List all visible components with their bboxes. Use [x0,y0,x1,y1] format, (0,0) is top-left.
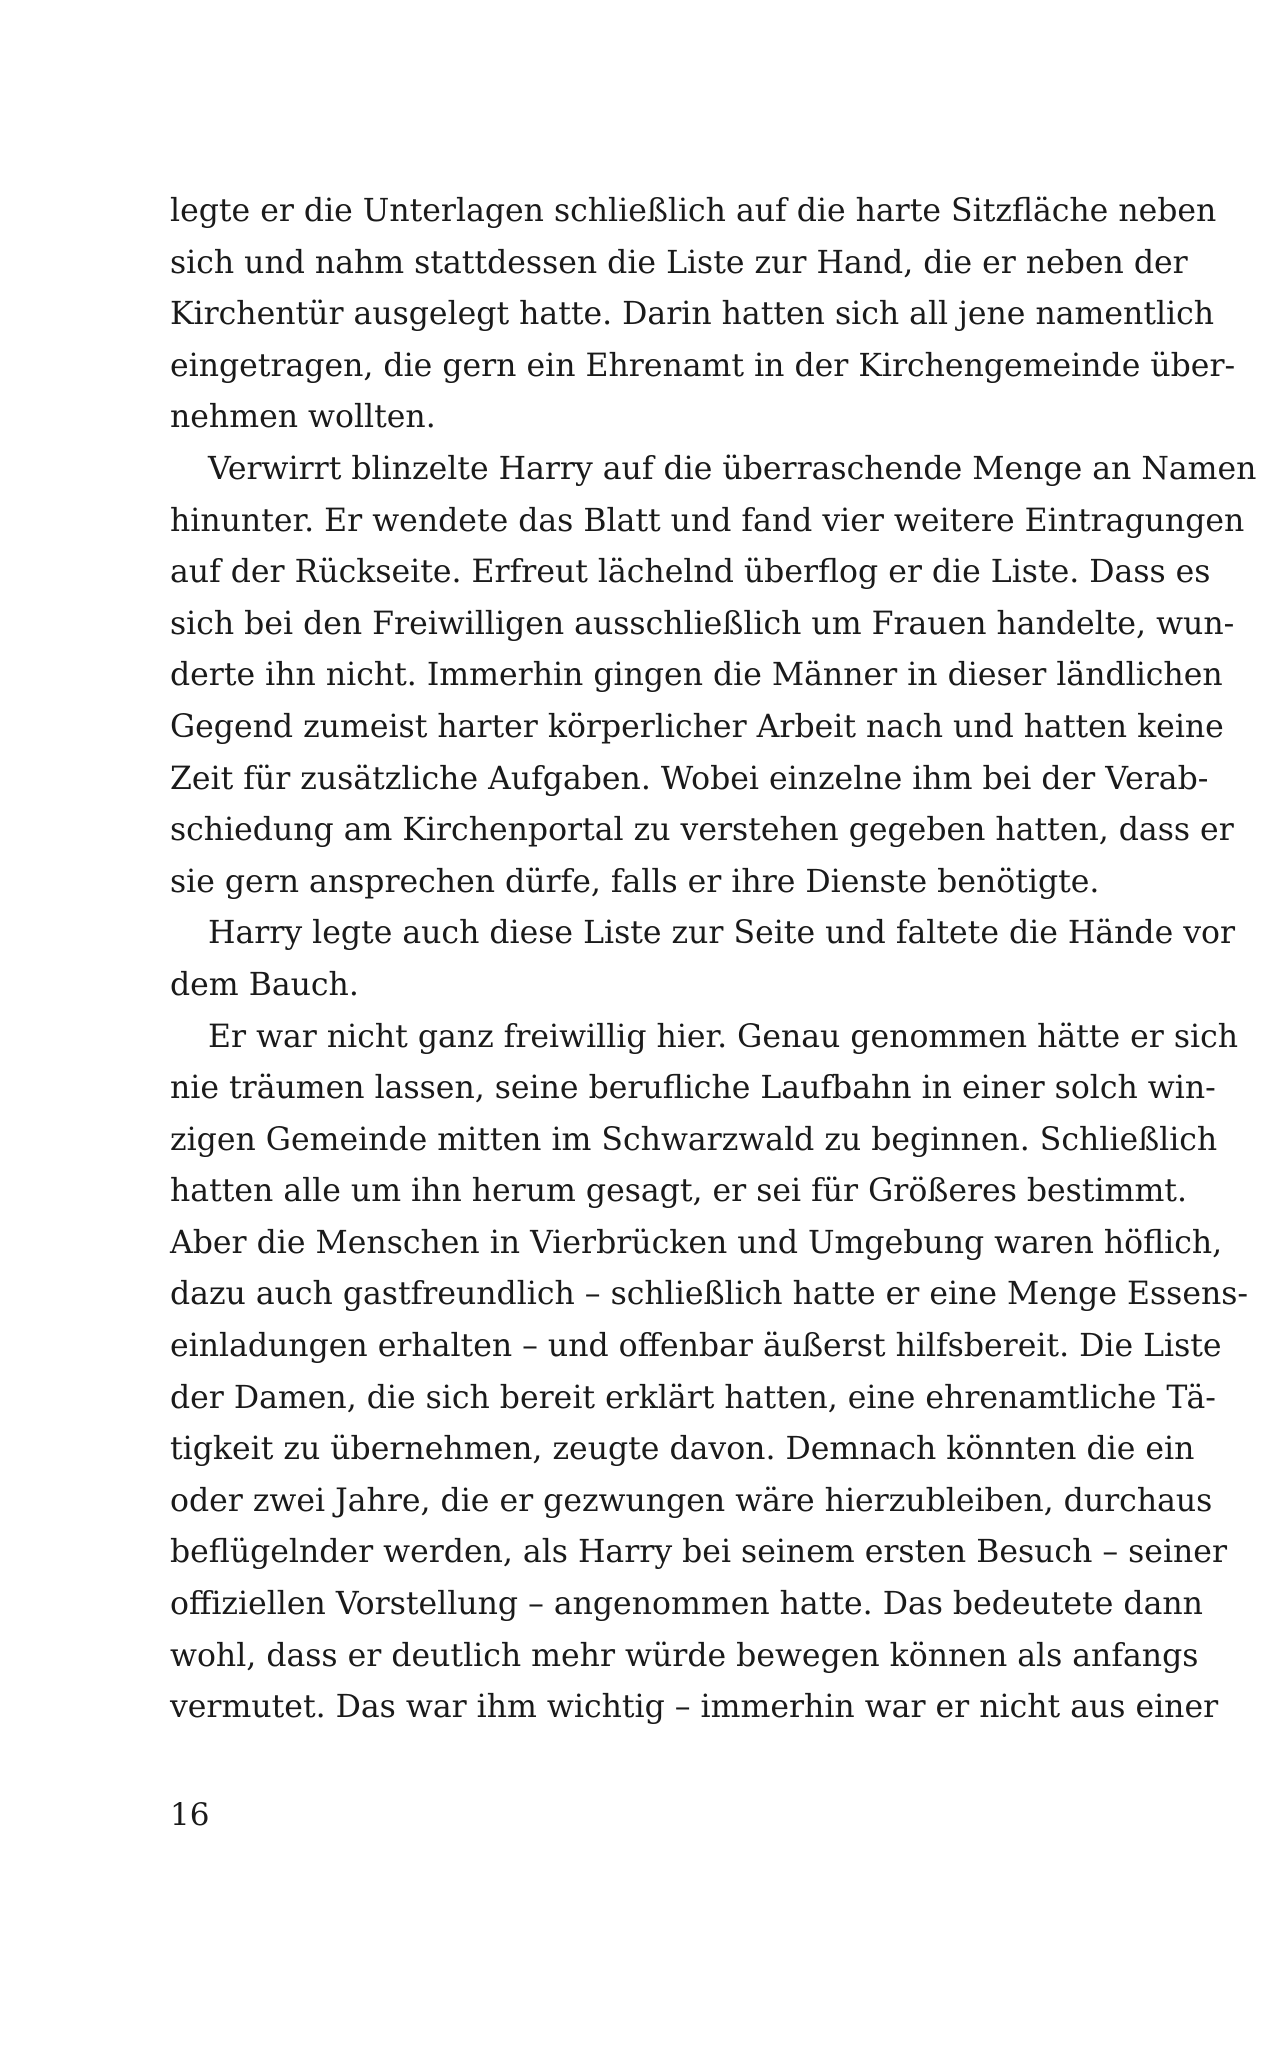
text-line: Gegend zumeist harter körperlicher Arbeit nach und hatten keine [170,708,1224,745]
page-number: 16 [170,1797,210,1833]
text-line: eingetragen, die gern ein Ehrenamt in der Kirchengemeinde über- [170,347,1236,384]
text-line: nehmen wollten. [170,399,436,436]
text-line: hatten alle um ihn herum gesagt, er sei für Größeres bestimmt. [170,1173,1187,1210]
text-line: sich und nahm stattdessen die Liste zur Hand, die er neben der [170,244,1188,281]
text-line: schiedung am Kirchenportal zu verstehen gegeben hatten, dass er [170,812,1234,849]
paragraph-2 [170,444,1257,908]
text-line: auf der Rückseite. Erfreut lächelnd überflog er die Liste. Dass es [170,554,1211,591]
text-line: dem Bauch. [170,966,359,1003]
text-line: derte ihn nicht. Immerhin gingen die Männer in dieser ländlichen [170,657,1223,694]
text-line: nie träumen lassen, seine berufliche Laufbahn in einer solch win- [170,1070,1216,1107]
paragraph-1 [170,186,1236,444]
text-line: wohl, dass er deutlich mehr würde bewegen können als anfangs [170,1637,1199,1674]
text-line: sie gern ansprechen dürfe, falls er ihre Dienste benötigte. [170,863,1100,900]
text-line: Zeit für zusätzliche Aufgaben. Wobei einzelne ihm bei der Verab- [170,760,1209,797]
text-line: sich bei den Freiwilligen ausschließlich um Frauen handelte, wun- [170,605,1235,642]
text-line: tigkeit zu übernehmen, zeugte davon. Demnach könnten die ein [170,1431,1195,1468]
body-text [170,186,1257,1734]
text-line: Aber die Menschen in Vierbrücken und Umgebung waren höflich, [170,1224,1223,1261]
text-line: einladungen erhalten – und offenbar äußerst hilfsbereit. Die Liste [170,1328,1222,1365]
text-line: beflügelnder werden, als Harry bei seinem ersten Besuch – seiner [170,1534,1228,1571]
paragraph-3 [170,908,1236,1011]
text-line: Verwirrt blinzelte Harry auf die überraschende Menge an Namen [208,450,1257,487]
text-line: vermutet. Das war ihm wichtig – immerhin war er nicht aus einer [170,1689,1219,1726]
text-line: Harry legte auch diese Liste zur Seite und faltete die Hände vor [208,915,1236,952]
text-line: oder zwei Jahre, die er gezwungen wäre hierzubleiben, durchaus [170,1482,1213,1519]
text-line: der Damen, die sich bereit erklärt hatten, eine ehrenamtliche Tä- [170,1379,1216,1416]
text-line: zigen Gemeinde mitten im Schwarzwald zu beginnen. Schließlich [170,1121,1218,1158]
paragraph-4 [170,1012,1249,1734]
text-line: offiziellen Vorstellung – angenommen hatte. Das bedeutete dann [170,1586,1203,1623]
text-line: hinunter. Er wendete das Blatt und fand vier weitere Eintragungen [170,502,1245,539]
text-line: Er war nicht ganz freiwillig hier. Genau genommen hätte er sich [208,1018,1239,1055]
text-line: legte er die Unterlagen schließlich auf die harte Sitzfläche neben [170,193,1217,229]
text-line: Kirchentür ausgelegt hatte. Darin hatten sich all jene namentlich [170,296,1215,333]
text-line: dazu auch gastfreundlich – schließlich hatte er eine Menge Essens- [170,1276,1249,1313]
